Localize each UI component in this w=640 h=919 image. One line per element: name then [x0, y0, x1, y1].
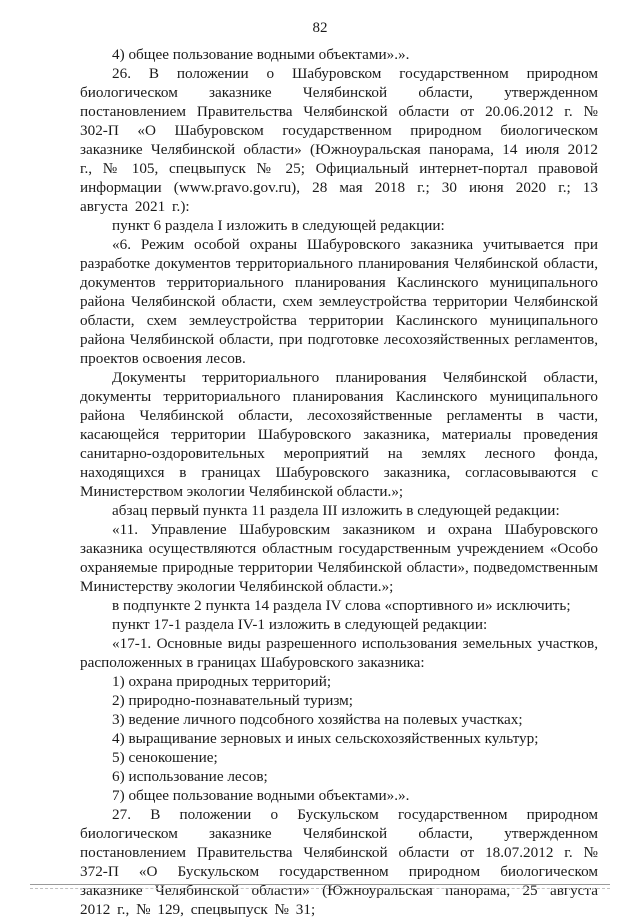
paragraph: пункт 17-1 раздела IV-1 изложить в следующей редакции:: [112, 616, 488, 633]
list-item: 1) охрана природных территорий;: [112, 673, 332, 690]
list-item: 7) общее пользование водными объектами».».: [112, 787, 410, 804]
paragraph: 4) общее пользование водными объектами».».: [112, 46, 410, 63]
paragraph: Документы территориального планирования Челябинской области, документы территориального планирования Каслинского муниципального района Челябинской области, лесохозяйственные регламенты в части, касающейся территории Шабуровского заказника, материалы проведения санитарно-оздоровительных мероприятий на землях лесного фонда, находящихся в границах Шабуровского заказника, согласовываются с Министерством экологии Челябинской области.»;: [80, 369, 598, 500]
paragraph: «11. Управление Шабуровским заказником и охрана Шабуровского заказника осуществляются областным государственным учреждением «Особо охраняемые природные территории Челябинской области», подведомственным Министерству экологии Челябинской области.»;: [80, 521, 598, 595]
list-item: 4) выращивание зерновых и иных сельскохозяйственных культур;: [112, 730, 539, 747]
list-item: 5) сенокошение;: [112, 749, 218, 766]
scan-edge-line: [30, 888, 610, 889]
list-item: 2) природно-познавательный туризм;: [112, 692, 353, 709]
list-item: 6) использование лесов;: [112, 768, 268, 785]
page-number: 82: [312, 20, 328, 36]
document-body: [80, 45, 598, 919]
paragraph: абзац первый пункта 11 раздела III изложить в следующей редакции:: [112, 502, 560, 519]
scan-edge-line: [30, 884, 610, 885]
list-item: 3) ведение личного подсобного хозяйства на полевых участках;: [112, 711, 523, 728]
paragraph: 26. В положении о Шабуровском государственном природном биологическом заказнике Челябинской области, утвержденном постановлением Правительства Челябинской области от 20.06.2012 г. № 302-П «О Шабуровском государственном природном биологическом заказнике Челябинской области» (Южноуральская панорама, 14 июля 2012 г., № 105, спецвыпуск № 25; Официальный интернет-портал правовой информации (www.pravo.gov.ru), 28 мая 2018 г.; 30 июня 2020 г.; 13 августа 2021 г.):: [80, 65, 598, 215]
paragraph: 27. В положении о Бускульском государственном природном биологическом заказнике Челябинской области, утвержденном постановлением Правительства Челябинской области от 18.07.2012 г. № 372-П «О Бускульском государственном природном биологическом заказнике Челябинской области» (Южноуральская панорама, 25 августа 2012 г., № 129, спецвыпуск № 31;: [80, 806, 598, 918]
paragraph: в подпункте 2 пункта 14 раздела IV слова «спортивного и» исключить;: [112, 597, 571, 614]
paragraph: «17-1. Основные виды разрешенного использования земельных участков, расположенных в границах Шабуровского заказника:: [80, 635, 598, 671]
paragraph: пункт 6 раздела I изложить в следующей редакции:: [112, 217, 445, 234]
paragraph: «6. Режим особой охраны Шабуровского заказника учитывается при разработке документов территориального планирования Челябинской области, документов территориального планирования Каслинского муниципального района Челябинской области, схем землеустройства территории Челябинской области, схем землеустройства территории Каслинского муниципального района Челябинской области, при подготовке лесохозяйственных регламентов, проектов освоения лесов.: [80, 236, 598, 367]
